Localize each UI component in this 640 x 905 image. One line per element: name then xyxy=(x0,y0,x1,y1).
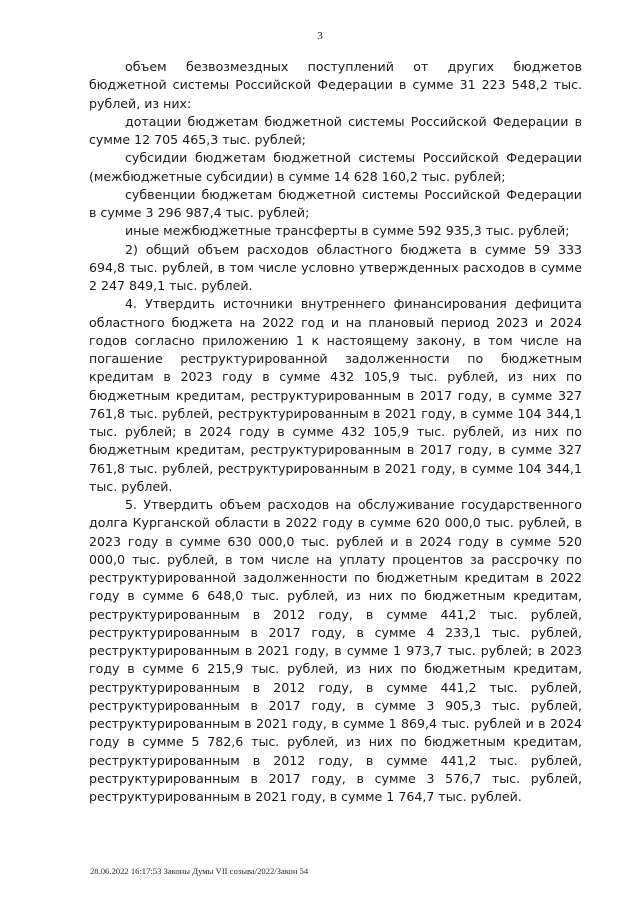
paragraph-article-5-debt-service: 5. Утвердить объем расходов на обслуживание государственного долга Курганской области в 2022 году в сумме 620 000,0 тыс. рублей, в 2023 году в сумме 630 000,0 тыс. рублей и в 2024 году в сумме 520 000,0 тыс. рублей, в том числе на уплату процентов за рассрочку по реструктурированной задолженности по бюджетным кредитам в 2022 году в сумме 6 648,0 тыс. рублей, из них по бюджетным кредитам, реструктурированным в 2012 году, в сумме 441,2 тыс. рублей, реструктурированным в 2017 году, в сумме 4 233,1 тыс. рублей, реструктурированным в 2021 году, в сумме 1 973,7 тыс. рублей; в 2023 году в сумме 6 215,9 тыс. рублей, из них по бюджетным кредитам, реструктурированным в 2012 году, в сумме 441,2 тыс. рублей, реструктурированным в 2017 году, в сумме 3 905,3 тыс. рублей, реструктурированным в 2021 году, в сумме 1 869,4 тыс. рублей и в 2024 году в сумме 5 782,6 тыс. рублей, из них по бюджетным кредитам, реструктурированным в 2012 году, в сумме 441,2 тыс. рублей, реструктурированным в 2017 году, в сумме 3 576,7 тыс. рублей, реструктурированным в 2021 году, в сумме 1 764,7 тыс. рублей. xyxy=(89,497,582,804)
paragraph-total-expenditures: 2) общий объем расходов областного бюджета в сумме 59 333 694,8 тыс. рублей, в том числе условно утвержденных расходов в сумме 2 247 849,1 тыс. рублей. xyxy=(89,241,582,293)
paragraph-other-transfers: иные межбюджетные трансферты в сумме 592 935,3 тыс. рублей; xyxy=(125,223,570,239)
paragraph-dotations: дотации бюджетам бюджетной системы Российской Федерации в сумме 12 705 465,3 тыс. рублей; xyxy=(89,113,582,147)
document-footer-stamp: 28.06.2022 16:17:53 Законы Думы VII созыва/2022/Закон 54 xyxy=(90,866,309,876)
document-body xyxy=(89,58,582,806)
page-number: 3 xyxy=(317,30,323,42)
paragraph-subventions: субвенции бюджетам бюджетной системы Российской Федерации в сумме 3 296 987,4 тыс. рублей; xyxy=(89,186,582,220)
paragraph-subsidies: субсидии бюджетам бюджетной системы Российской Федерации (межбюджетные субсидии) в сумме 14 628 160,2 тыс. рублей; xyxy=(89,150,582,184)
paragraph-article-4-deficit-sources: 4. Утвердить источники внутреннего финансирования дефицита областного бюджета на 2022 год и на плановый период 2023 и 2024 годов согласно приложению 1 к настоящему закону, в том числе на погашение реструктурированной задолженности по бюджетным кредитам в 2023 году в сумме 432 105,9 тыс. рублей, из них по бюджетным кредитам, реструктурированным в 2017 году, в сумме 327 761,8 тыс. рублей, реструктурированным в 2021 году, в сумме 104 344,1 тыс. рублей; в 2024 году в сумме 432 105,9 тыс. рублей, из них по бюджетным кредитам, реструктурированным в 2017 году, в сумме 327 761,8 тыс. рублей, реструктурированным в 2021 году, в сумме 104 344,1 тыс. рублей. xyxy=(89,296,582,494)
paragraph-grants-total: объем безвозмездных поступлений от других бюджетов бюджетной системы Российской Федерации в сумме 31 223 548,2 тыс. рублей, из них: xyxy=(89,59,582,111)
